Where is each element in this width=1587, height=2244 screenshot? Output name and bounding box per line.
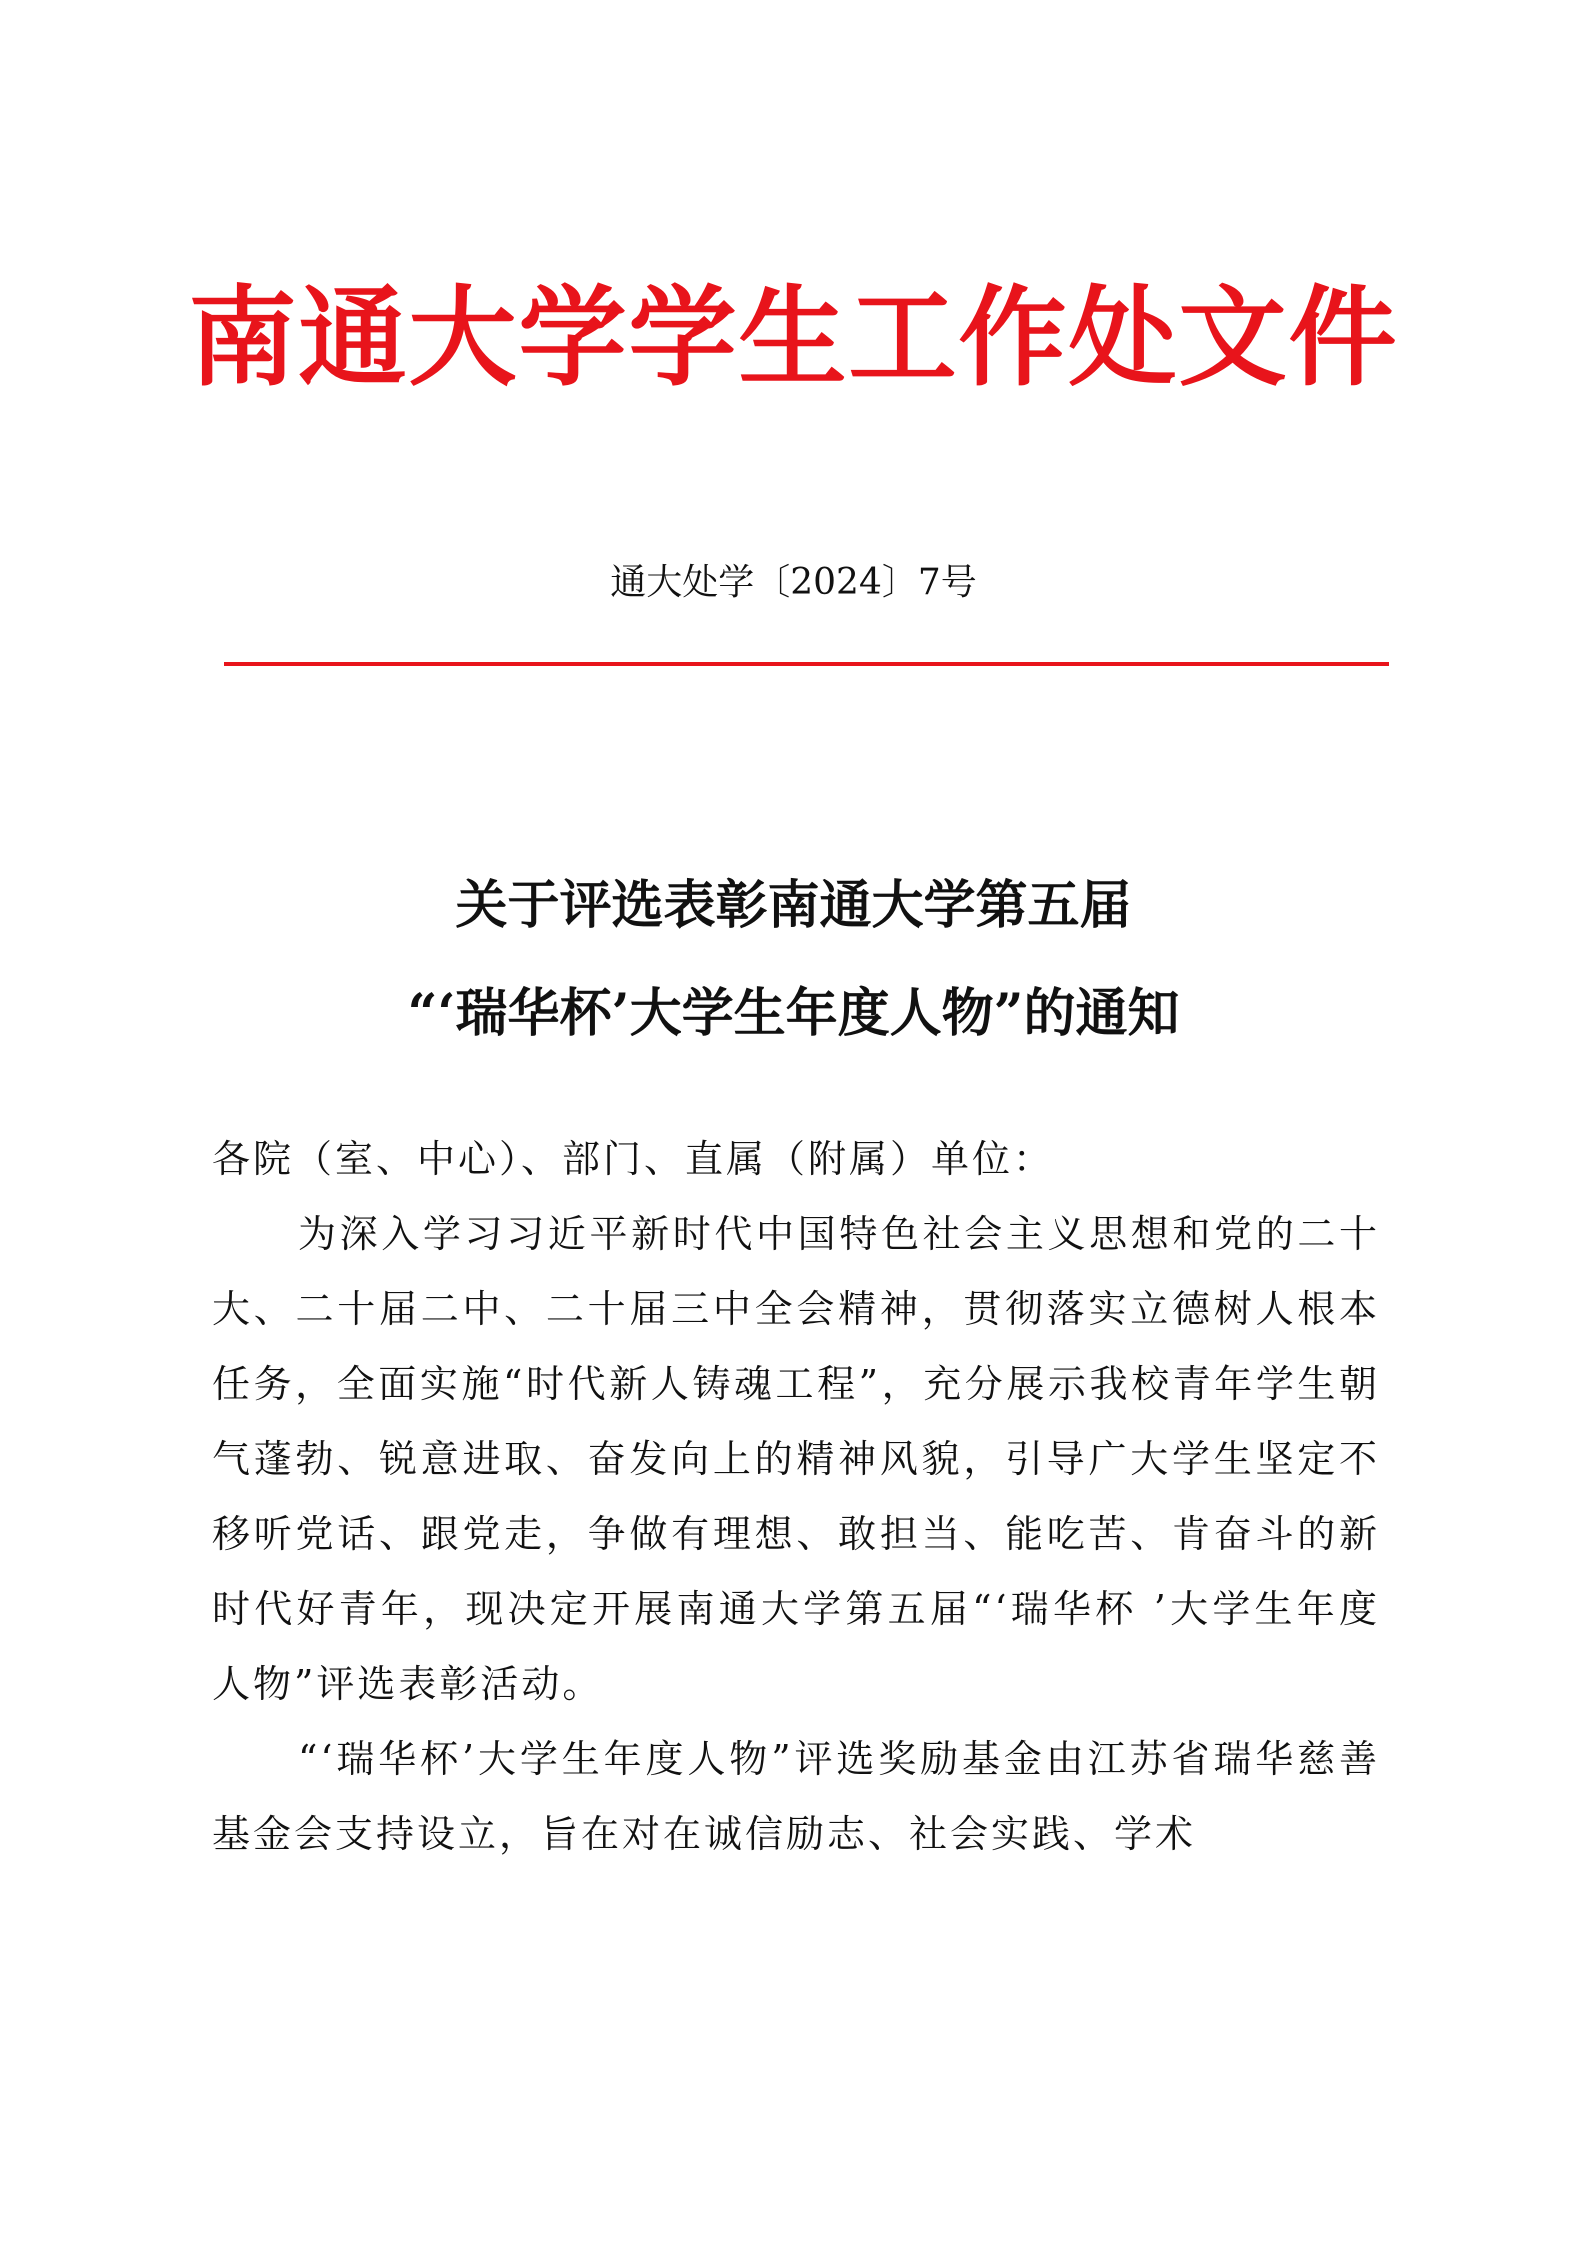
notice-body xyxy=(212,1122,1380,1872)
red-divider-rule xyxy=(224,662,1389,666)
document-number: 通大处学〔2024〕7号 xyxy=(610,562,977,603)
body-paragraph-1: 为深入学习习近平新时代中国特色社会主义思想和党的二十大、二十届二中、二十届三中全会精神，贯彻落实立德树人根本任务，全面实施“时代新人铸魂工程”，充分展示我校青年学生朝气蓬勃、锐意进取、奋发向上的精神风貌，引导广大学生坚定不移听党话、跟党走，争做有理想、敢担当、能吃苦、肯奋斗的新时代好青年，现决定开展南通大学第五届“‘瑞华杯 ’大学生年度人物”评选表彰活动。 xyxy=(212,1212,1380,1706)
body-paragraph-2: “‘瑞华杯’大学生年度人物”评选奖励基金由江苏省瑞华慈善基金会支持设立，旨在对在诚信励志、社会实践、学术 xyxy=(212,1737,1380,1856)
notice-title xyxy=(0,852,1587,1068)
notice-title-line-2: “‘瑞华杯’大学生年度人物”的通知 xyxy=(407,983,1180,1044)
masthead-title: 南通大学学生工作处文件 xyxy=(188,275,1399,401)
notice-title-line-1: 关于评选表彰南通大学第五届 xyxy=(455,875,1132,936)
salutation: 各院（室、中心）、部门、直属（附属）单位： xyxy=(212,1137,1055,1181)
